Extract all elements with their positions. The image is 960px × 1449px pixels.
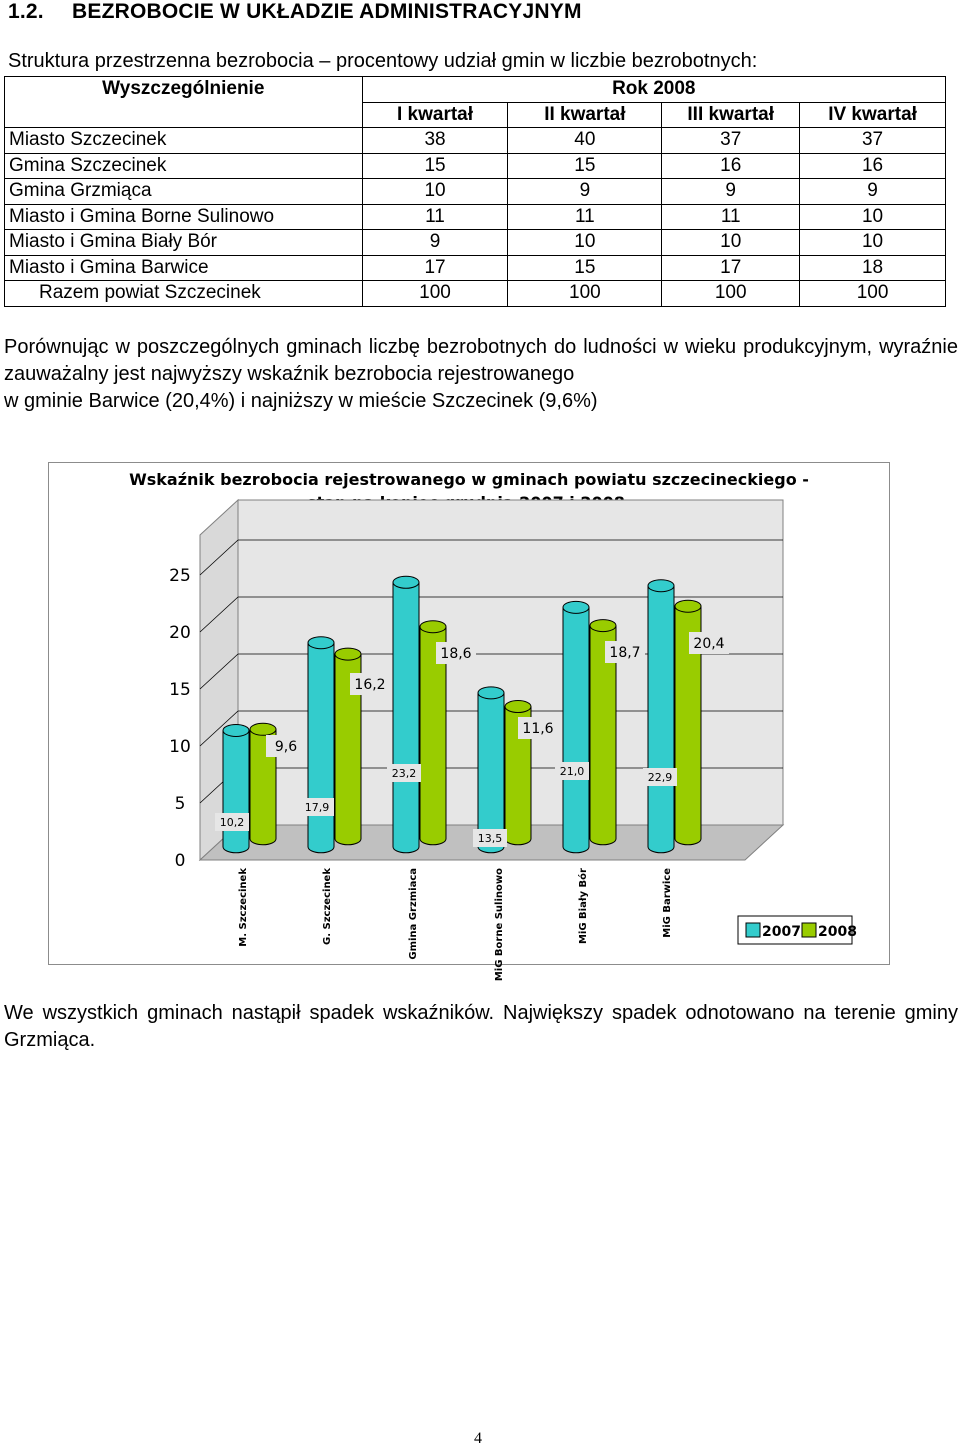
bar-2007-top <box>563 601 589 613</box>
paragraph-text: Porównując w poszczególnych gminach liczbę bezrobotnych do ludności w wieku produkcyjnym, wyraźnie zauważalny jest najwyższy wskaźnik bezrobocia rejestrowanego <box>4 336 958 385</box>
table-cell: 10 <box>662 230 800 256</box>
y-tick-label: 5 <box>174 794 186 814</box>
table-cell: 9 <box>800 179 946 205</box>
table-cell: 9 <box>662 179 800 205</box>
quarter-header: I kwartał <box>362 102 508 128</box>
table-cell: 10 <box>362 179 508 205</box>
legend-label: 2008 <box>818 924 857 940</box>
bar-2008-top <box>420 621 446 633</box>
bar-2007-top <box>648 580 674 592</box>
bar-2007 <box>308 637 334 853</box>
intro-text: Struktura przestrzenna bezrobocia – procentowy udział gmin w liczbie bezrobotnych: <box>8 50 758 72</box>
table-cell: 38 <box>362 128 508 154</box>
row-label: Gmina Grzmiąca <box>5 179 363 205</box>
table-cell: 9 <box>362 230 508 256</box>
category-label: MiG Barwice <box>662 868 673 938</box>
data-label-2008: 11,6 <box>522 721 554 737</box>
paragraph-conclusion: We wszystkich gminach nastąpił spadek wskaźników. Największy spadek odnotowano na terenie gminy Grzmiąca. <box>4 1002 958 1051</box>
category-label: MiG Biały Bór <box>578 868 589 945</box>
y-tick-label: 0 <box>174 851 186 871</box>
total-label: Razem powiat Szczecinek <box>5 281 363 307</box>
quarter-header: III kwartał <box>662 102 800 128</box>
quarter-header: IV kwartał <box>800 102 946 128</box>
data-label-2008: 16,2 <box>354 677 386 693</box>
table-cell: 100 <box>362 281 508 307</box>
table-cell: 40 <box>508 128 662 154</box>
table-cell: 10 <box>800 230 946 256</box>
bar-2007 <box>393 576 419 852</box>
legend-swatch-2008 <box>802 923 816 937</box>
section-title: BEZROBOCIE W UKŁADZIE ADMINISTRACYJNYM <box>72 0 582 23</box>
table-cell: 15 <box>508 153 662 179</box>
bar-2007-body <box>308 643 334 853</box>
bar-2007-body <box>648 586 674 853</box>
data-label-2007: 21,0 <box>559 765 585 778</box>
row-label: Gmina Szczecinek <box>5 153 363 179</box>
page-number: 4 <box>474 1430 482 1447</box>
table-cell: 18 <box>800 255 946 281</box>
data-label-2008: 18,6 <box>440 646 472 662</box>
bar-2008-top <box>675 600 701 612</box>
row-label: Miasto i Gmina Biały Bór <box>5 230 363 256</box>
table-cell: 9 <box>508 179 662 205</box>
category-label: MiG Borne Sulinowo <box>494 868 505 982</box>
bar-2007-top <box>308 637 334 649</box>
legend-label: 2007 <box>762 924 801 940</box>
bar-2007 <box>563 601 589 852</box>
table-cell: 100 <box>508 281 662 307</box>
bar-2007-top <box>393 576 419 588</box>
table-cell: 11 <box>508 204 662 230</box>
data-label-2008: 20,4 <box>693 636 725 652</box>
y-tick-label: 20 <box>169 623 191 643</box>
data-label-2008: 18,7 <box>609 645 641 661</box>
row-label: Miasto i Gmina Borne Sulinowo <box>5 204 363 230</box>
bar-2008-top <box>505 701 531 713</box>
data-label-2008: 9,6 <box>274 739 298 755</box>
y-tick-label: 10 <box>169 737 191 757</box>
table-cell: 100 <box>662 281 800 307</box>
category-label: G. Szczecinek <box>322 868 333 945</box>
table-cell: 100 <box>800 281 946 307</box>
category-label: Gmina Grzmiaca <box>408 868 419 960</box>
data-label-2007: 17,9 <box>304 801 330 814</box>
category-label: M. Szczecinek <box>238 868 249 947</box>
data-label-2007: 10,2 <box>219 816 245 829</box>
bar-2007-body <box>478 693 504 853</box>
quarter-header: II kwartał <box>508 102 662 128</box>
bar-2008-top <box>250 723 276 735</box>
y-tick-label: 15 <box>169 680 191 700</box>
table-cell: 17 <box>662 255 800 281</box>
bar-2007-body <box>563 607 589 852</box>
bar-2007-body <box>393 582 419 852</box>
bar-2008-top <box>335 648 361 660</box>
table-cell: 10 <box>508 230 662 256</box>
bar-2008-top <box>590 620 616 632</box>
table-cell: 16 <box>662 153 800 179</box>
row-label: Miasto Szczecinek <box>5 128 363 154</box>
y-tick-label: 25 <box>169 566 191 586</box>
table-cell: 10 <box>800 204 946 230</box>
bar-2007-top <box>223 724 249 736</box>
bar-2007 <box>223 724 249 852</box>
data-label-2007: 22,9 <box>647 771 673 784</box>
column-header-name: Wyszczególnienie <box>5 77 363 128</box>
legend-swatch-2007 <box>746 923 760 937</box>
data-label-2007: 23,2 <box>391 767 417 780</box>
bar-2007-body <box>223 730 249 852</box>
row-label: Miasto i Gmina Barwice <box>5 255 363 281</box>
chart-title-line: Wskaźnik bezrobocia rejestrowanego w gminach powiatu szczecineckiego - <box>129 470 809 489</box>
table-cell: 37 <box>800 128 946 154</box>
table-cell: 37 <box>662 128 800 154</box>
paragraph-text-last-line: w gminie Barwice (20,4%) i najniższy w mieście Szczecinek (9,6%) <box>4 390 598 412</box>
table-cell: 11 <box>362 204 508 230</box>
bar-2007 <box>478 687 504 853</box>
table-cell: 15 <box>362 153 508 179</box>
data-label-2007: 13,5 <box>477 832 503 845</box>
bar-2007-top <box>478 687 504 699</box>
section-number: 1.2. <box>8 0 44 23</box>
table-cell: 11 <box>662 204 800 230</box>
table-cell: 15 <box>508 255 662 281</box>
table-cell: 17 <box>362 255 508 281</box>
table-cell: 16 <box>800 153 946 179</box>
column-header-year: Rok 2008 <box>362 77 945 103</box>
bar-2007 <box>648 580 674 853</box>
